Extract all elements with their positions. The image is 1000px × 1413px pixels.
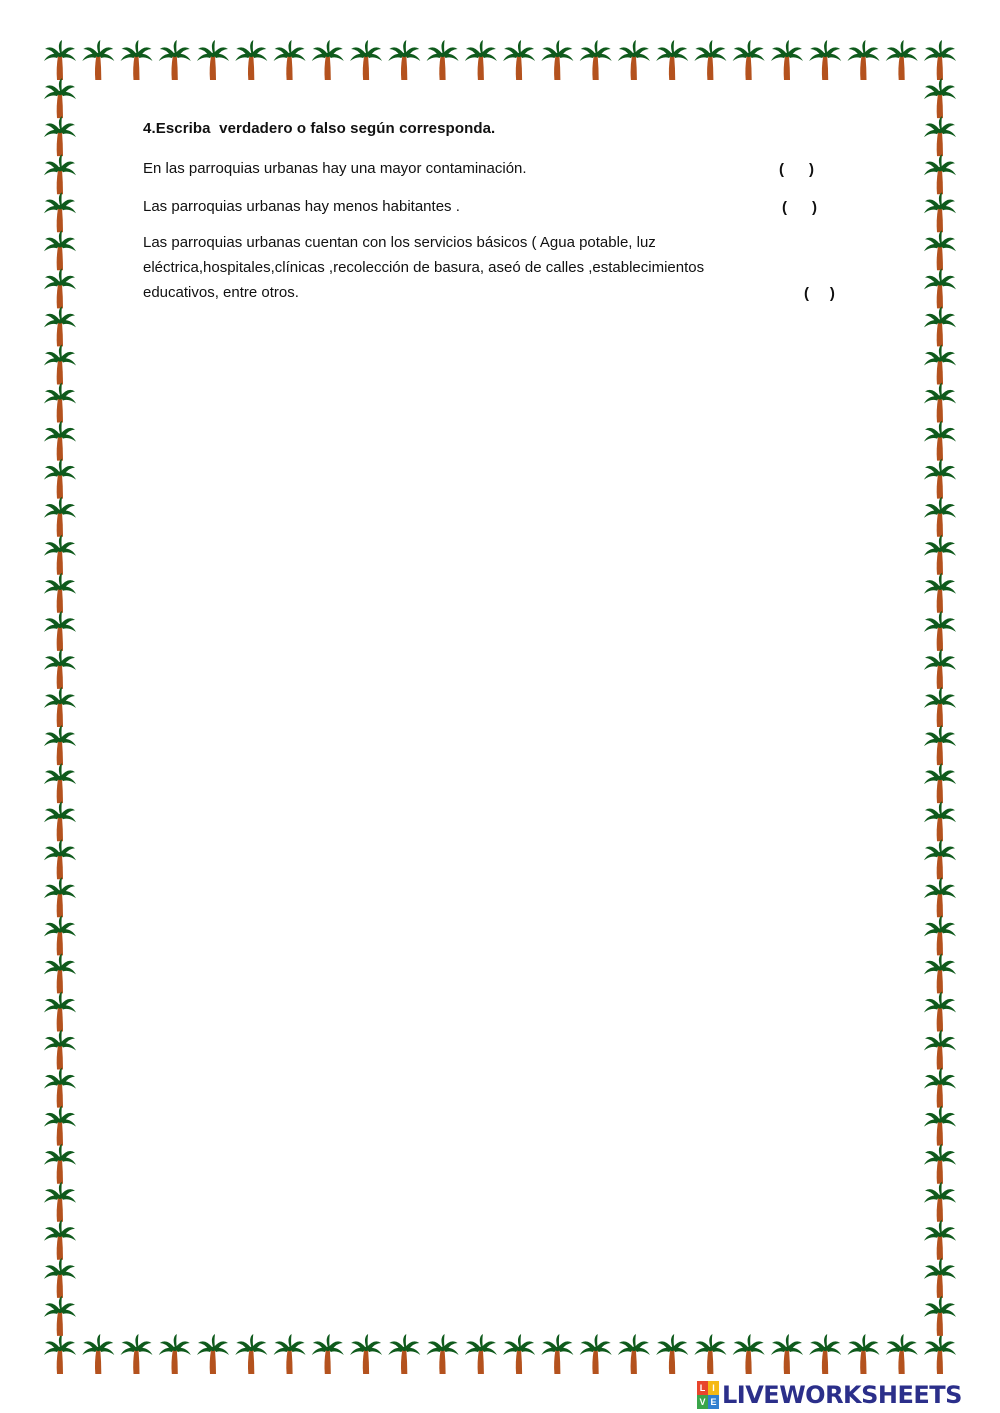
palm-tree-icon [44,306,76,346]
palm-tree-icon [924,459,956,499]
palm-tree-icon [235,40,267,80]
palm-tree-icon [924,877,956,917]
palm-tree-icon [809,1334,841,1374]
palm-tree-icon [771,40,803,80]
palm-tree-icon [465,40,497,80]
palm-tree-icon [848,1334,880,1374]
palm-tree-icon [197,1334,229,1374]
palm-tree-icon [618,40,650,80]
palm-tree-icon [44,763,76,803]
palm-tree-icon [924,1144,956,1184]
logo-mark-letter: E [708,1395,719,1409]
palm-tree-icon [44,40,76,80]
palm-tree-icon [350,40,382,80]
palm-tree-icon [44,497,76,537]
palm-tree-icon [82,1334,114,1374]
palm-tree-icon [924,40,956,80]
palm-tree-icon [44,801,76,841]
palm-tree-icon [924,535,956,575]
answer-blank-3[interactable]: ( ) [804,285,835,302]
palm-tree-icon [44,687,76,727]
palm-tree-icon [465,1334,497,1374]
palm-tree-icon [44,535,76,575]
palm-tree-icon [924,1334,956,1374]
palm-tree-icon [924,268,956,308]
palm-tree-icon [733,40,765,80]
palm-tree-icon [44,230,76,270]
statement-3-line-2: eléctrica,hospitales,clínicas ,recolección de basura, aseó de calles ,establecimientos [143,259,705,276]
statement-2 [143,194,460,219]
liveworksheets-logo [697,1378,962,1412]
palm-tree-icon [44,154,76,194]
palm-tree-icon [44,649,76,689]
answer-blank-2[interactable]: ( ) [782,199,817,216]
palm-tree-icon [44,611,76,651]
palm-tree-icon [503,40,535,80]
palm-tree-icon [771,1334,803,1374]
palm-tree-icon [886,40,918,80]
palm-tree-icon [924,154,956,194]
palm-tree-icon [924,992,956,1032]
palm-tree-icon [44,345,76,385]
palm-tree-icon [44,1030,76,1070]
logo-text: LIVEWORKSHEETS [722,1381,962,1409]
palm-tree-icon [44,116,76,156]
palm-tree-icon [924,1030,956,1070]
logo-mark-letter: I [708,1381,719,1395]
palm-tree-icon [656,40,688,80]
palm-tree-icon [44,992,76,1032]
statement-2-line-1: Las parroquias urbanas hay menos habitantes . [143,198,460,215]
logo-mark-letter: V [697,1395,708,1409]
palm-tree-icon [44,953,76,993]
palm-tree-icon [924,497,956,537]
palm-tree-icon [924,839,956,879]
palm-tree-icon [541,40,573,80]
palm-tree-icon [427,1334,459,1374]
palm-tree-icon [848,40,880,80]
palm-tree-icon [44,915,76,955]
palm-tree-icon [924,1296,956,1336]
palm-tree-icon [312,1334,344,1374]
palm-tree-icon [44,1258,76,1298]
liveworksheets-logo-mark [697,1381,719,1409]
palm-tree-icon [924,573,956,613]
statement-1-line-1: En las parroquias urbanas hay una mayor contaminación. [143,160,527,177]
palm-tree-icon [809,40,841,80]
palm-tree-icon [44,1068,76,1108]
palm-tree-icon [44,421,76,461]
palm-tree-icon [44,573,76,613]
palm-tree-icon [274,40,306,80]
palm-tree-icon [44,1334,76,1374]
palm-tree-icon [44,1296,76,1336]
palm-tree-icon [924,1068,956,1108]
palm-tree-icon [924,383,956,423]
palm-tree-icon [312,40,344,80]
statement-3-line-1: Las parroquias urbanas cuentan con los servicios básicos ( Agua potable, luz [143,234,656,251]
palm-tree-icon [694,1334,726,1374]
palm-tree-icon [733,1334,765,1374]
palm-tree-icon [656,1334,688,1374]
palm-tree-icon [924,763,956,803]
palm-tree-icon [924,1258,956,1298]
palm-tree-icon [503,1334,535,1374]
palm-tree-icon [121,1334,153,1374]
palm-tree-icon [924,1182,956,1222]
palm-tree-icon [44,268,76,308]
exercise-title: 4.Escriba verdadero o falso según corresponda. [143,120,496,137]
palm-tree-icon [924,687,956,727]
palm-tree-icon [388,40,420,80]
palm-tree-icon [44,877,76,917]
palm-tree-icon [580,40,612,80]
palm-tree-icon [159,1334,191,1374]
palm-tree-icon [388,1334,420,1374]
palm-tree-icon [44,192,76,232]
palm-tree-icon [197,40,229,80]
palm-tree-icon [44,839,76,879]
palm-tree-icon [427,40,459,80]
palm-tree-icon [121,40,153,80]
palm-tree-icon [924,953,956,993]
palm-tree-icon [274,1334,306,1374]
palm-tree-icon [618,1334,650,1374]
palm-tree-icon [886,1334,918,1374]
palm-tree-icon [159,40,191,80]
palm-tree-icon [924,1106,956,1146]
palm-tree-icon [924,192,956,232]
palm-tree-icon [924,801,956,841]
palm-tree-icon [44,459,76,499]
palm-tree-icon [82,40,114,80]
palm-tree-icon [924,611,956,651]
palm-tree-icon [44,1144,76,1184]
palm-tree-icon [924,78,956,118]
palm-tree-icon [44,78,76,118]
palm-tree-icon [44,1106,76,1146]
answer-blank-1[interactable]: ( ) [779,161,814,178]
palm-tree-icon [924,725,956,765]
palm-tree-icon [924,1220,956,1260]
palm-tree-icon [924,915,956,955]
palm-tree-icon [44,725,76,765]
palm-tree-icon [235,1334,267,1374]
palm-tree-icon [924,421,956,461]
palm-tree-icon [924,116,956,156]
palm-tree-icon [541,1334,573,1374]
palm-tree-icon [924,230,956,270]
statement-1 [143,156,527,181]
statement-3-line-3: educativos, entre otros. [143,284,299,301]
palm-tree-icon [694,40,726,80]
palm-tree-icon [924,649,956,689]
logo-mark-letter: L [697,1381,708,1395]
statement-3 [143,230,704,305]
palm-tree-icon [350,1334,382,1374]
palm-tree-icon [580,1334,612,1374]
palm-tree-icon [44,383,76,423]
palm-tree-icon [44,1220,76,1260]
palm-tree-icon [924,345,956,385]
palm-tree-icon [44,1182,76,1222]
palm-tree-icon [924,306,956,346]
